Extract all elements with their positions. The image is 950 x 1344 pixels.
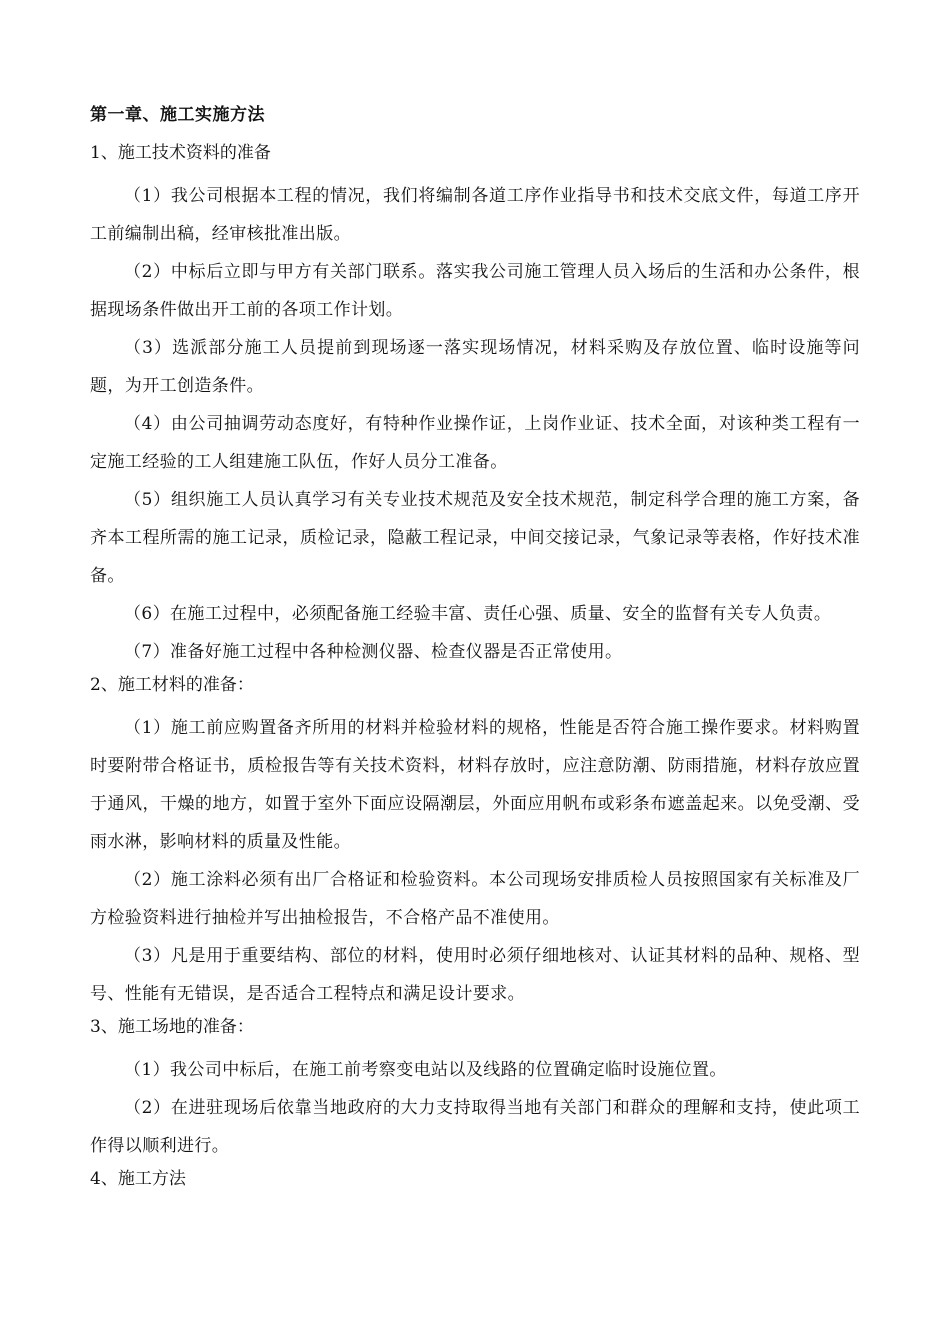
paragraph: （3）凡是用于重要结构、部位的材料，使用时必须仔细地核对、认证其材料的品种、规格、型号、性能有无错误，是否适合工程特点和满足设计要求。 [90, 946, 860, 1004]
paragraph: （2）在进驻现场后依靠当地政府的大力支持取得当地有关部门和群众的理解和支持，使此项工作得以顺利进行。 [90, 1098, 860, 1156]
paragraph: （6）在施工过程中，必须配备施工经验丰富、责任心强、质量、安全的监督有关专人负责。 [124, 604, 832, 624]
paragraph: （3）选派部分施工人员提前到现场逐一落实现场情况，材料采购及存放位置、临时设施等问题，为开工创造条件。 [90, 338, 860, 396]
paragraph: （2）中标后立即与甲方有关部门联系。落实我公司施工管理人员入场后的生活和办公条件，根据现场条件做出开工前的各项工作计划。 [90, 262, 860, 320]
section-heading: 1、施工技术资料的准备 [90, 143, 271, 163]
paragraph: （1）我公司根据本工程的情况，我们将编制各道工序作业指导书和技术交底文件，每道工序开工前编制出稿，经审核批准出版。 [90, 186, 860, 244]
section-heading: 3、施工场地的准备： [90, 1017, 254, 1037]
paragraph: （5）组织施工人员认真学习有关专业技术规范及安全技术规范，制定科学合理的施工方案，备齐本工程所需的施工记录，质检记录，隐蔽工程记录，中间交接记录，气象记录等表格，作好技术准备。 [90, 490, 860, 586]
chapter-title: 第一章、施工实施方法 [90, 105, 265, 125]
section-heading: 4、施工方法 [90, 1169, 186, 1189]
paragraph: （1）施工前应购置备齐所用的材料并检验材料的规格，性能是否符合施工操作要求。材料购置时要附带合格证书，质检报告等有关技术资料，材料存放时，应注意防潮、防雨措施，材料存放应置于通风，干燥的地方，如置于室外下面应设隔潮层，外面应用帆布或彩条布遮盖起来。以免受潮、受雨水淋，影响材料的质量及性能。 [90, 718, 860, 852]
paragraph: （1）我公司中标后，在施工前考察变电站以及线路的位置确定临时设施位置。 [124, 1060, 727, 1080]
section-heading: 2、施工材料的准备： [90, 675, 254, 695]
document-page [90, 101, 860, 1203]
paragraph: （7）准备好施工过程中各种检测仪器、检查仪器是否正常使用。 [124, 642, 623, 662]
paragraph: （4）由公司抽调劳动态度好，有特种作业操作证，上岗作业证、技术全面，对该种类工程有一定施工经验的工人组建施工队伍，作好人员分工准备。 [90, 414, 860, 472]
section-1 [90, 139, 860, 671]
section-3 [90, 1013, 860, 1165]
section-2 [90, 671, 860, 1013]
section-4 [90, 1165, 860, 1193]
paragraph: （2）施工涂料必须有出厂合格证和检验资料。本公司现场安排质检人员按照国家有关标准及厂方检验资料进行抽检并写出抽检报告，不合格产品不准使用。 [90, 870, 860, 928]
